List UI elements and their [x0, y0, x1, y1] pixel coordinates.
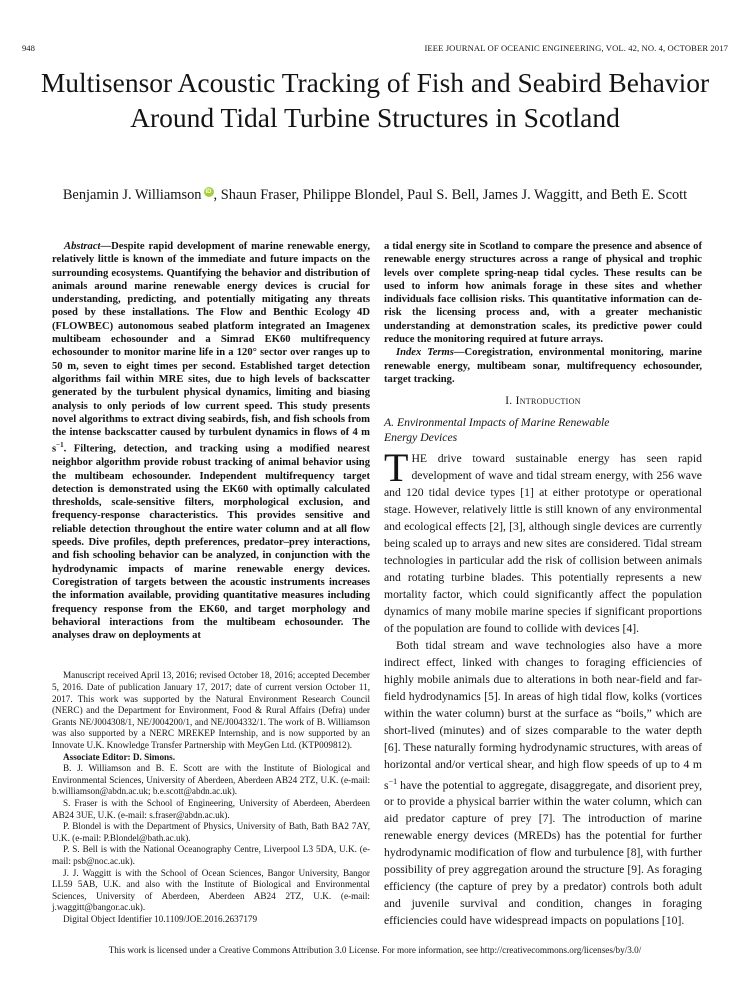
left-column	[52, 240, 370, 926]
footnote-manuscript: Manuscript received April 13, 2016; revised October 18, 2016; accepted December 5, 2016. Date of publication January 17, 2017; date of current version October 11, 2017. This work was supported by the Natural Environment Research Council (NERC) and the Department for Environment, Food & Rural Affairs (Defra) under Grants NE/J004308/1, NE/J004200/1, and NE/J004332/1. The work of B. Williamson was also supported by a NERC MREKEP Internship, and is now supported by an Innovate U.K. Knowledge Transfer Partnership with MeyGen Ltd. (KTP009812).	[52, 670, 370, 750]
intro-lead-word: HE	[411, 451, 428, 465]
abstract	[52, 240, 370, 642]
drop-cap: T	[384, 444, 409, 490]
license-notice: This work is licensed under a Creative Commons Attribution 3.0 License. For more information, see http://creativecommons.org/licenses/by/3.0/	[108, 945, 642, 955]
running-header	[22, 43, 728, 55]
index-terms	[384, 346, 702, 386]
abstract-text-1: Despite rapid development of marine renewable energy, relatively little is known of the immediate and future impacts on the surrounding ecosystems. Quantifying the behavior and distribution of animals around marine renewable energy devices is crucial for understanding, predicting, and potentially mitigating any threats posed by these installations. The Flow and Benthic Ecology 4D (FLOWBEC) autonomous seabed platform integrated an Imagenex multibeam echosounder and a Simrad EK60 multifrequency echosounder to monitor marine life in a 120° sector over ranges up to 50 m, seven to eight times per second. Established target detection algorithms fail within MRE sites, due to high levels of backscatter generated by the turbulent physical dynamics, limiting and biasing analysis to only periods of low current speed. This study presents novel algorithms to extract diving seabirds, fish, and fish schools from the intense backscatter caused by turbulent dynamics in flows of 4 m s	[52, 241, 370, 455]
intro-paragraph-2-text-a: Both tidal stream and wave technologies also have a more indirect effect, linked with changes to foraging efficiencies of highly mobile animals due to alterations in both near-field and far-field hydrodynamics [5]. In areas of high tidal flow, kolks (vortices within the water column) burst at the surface as “boils,” which are short-lived (minutes) and of sizes comparable to the water depth [6]. These naturally forming hydrodynamic structures, with areas of horizontal and/or vertical shear, and high flow speeds of up to 4 m s	[384, 638, 702, 792]
abstract-continued: a tidal energy site in Scotland to compare the presence and absence of renewable energy structures across a range of physical and trophic levels over complete spring-neap tidal cycles. These results can be used to inform how animals forage in these sites and whether individuals face collision risks. This quantitative information can de-risk the licensing process and, with a greater mechanistic understanding at demonstration scales, its predictive power could reduce the monitoring required at future arrays.	[384, 241, 702, 346]
abstract-text-2: . Filtering, detection, and tracking using a modified nearest neighbor algorithm provide robust tracking of animal behavior using the multibeam echosounder. Independent multifrequency target detection is demonstrated using the EK60 with optimally calculated thresholds, scale-sensitive filters, morphological exclusion, and frequency-response characteristics. This provides sensitive and reliable detection throughout the entire water column and at all flow speeds. Dive profiles, depth preferences, predator–prey interactions, and fish schooling behavior can be analyzed, in conjunction with the hydrodynamic impacts of marine renewable energy devices. Coregistration of targets between the acoustic instruments increases the information available, providing quantitative measures including frequency response from the EK60, and target morphology and behavioral interactions from the multibeam echosounder. The analyses draw on deployments at	[52, 443, 370, 642]
abstract-dash: —	[100, 241, 112, 252]
subsection-heading: A. Environmental Impacts of Marine Renewable Energy Devices	[384, 415, 610, 444]
author-list	[30, 186, 720, 204]
first-author: Benjamin J. Williamson	[62, 187, 202, 203]
footnote-williamson-scott: B. J. Williamson and B. E. Scott are with the Institute of Biological and Environmental Sciences, University of Aberdeen, Aberdeen AB24 2TZ, U.K. (e-mail: b.williamson@abdn.ac.uk; b.e.scott@abdn.ac.uk).	[52, 763, 370, 797]
footnote-waggitt: J. J. Waggitt is with the School of Ocean Sciences, Bangor University, Bangor LL59 5AB, U.K. and also with the Institute of Biological and Environmental Sciences, University of Aberdeen, Aberdeen AB24 2TZ, U.K. (e-mail: j.waggitt@bangor.ac.uk).	[52, 867, 370, 913]
intro-paragraph-2	[384, 637, 702, 930]
intro-superscript: −1	[388, 776, 398, 786]
other-authors: , Shaun Fraser, Philippe Blondel, Paul S. Bell, James J. Waggitt, and Beth E. Scott	[213, 187, 688, 203]
introduction-text	[384, 444, 702, 930]
index-terms-dash: —	[453, 347, 465, 359]
paper-title: Multisensor Acoustic Tracking of Fish and Seabird Behavior Around Tidal Turbine Structures in Scotland	[40, 67, 710, 133]
intro-paragraph-1	[384, 444, 702, 637]
intro-paragraph-1-text: drive toward sustainable energy has seen rapid development of wave and tidal stream energy, with 256 wave and 120 tidal device types [1] at either prototype or operational stage. However, relatively little is still known of any environmental and ecological effects [2], [3], although single devices are currently being scaled up to arrays and new sites are considered. Tidal stream technologies in particular add the risk of collision between animals and rotating turbine blades. This potentially represents a new mortality factor, which could significantly affect the population dynamics of many mobile marine species if significant proportions of the population are found to collide with devices [4].	[384, 451, 702, 635]
section-number: I.	[505, 395, 513, 408]
orcid-icon[interactable]: iD	[205, 189, 212, 195]
intro-paragraph-2-text-b: have the potential to aggregate, disaggregate, and disorient prey, or to provide a physical barrier within the water column, which can aid predator capture of prey [7]. The introduction of marine renewable energy devices (MREDs) has the potential for further hydrodynamic modification of flow and turbulence [8], with further possibility of prey aggregation around the structure [9]. As foraging efficiency (the capture of prey by a predator) controls both adult and juvenile survival and condition, changes in foraging efficiencies could have widespread impacts on populations [10].	[384, 778, 702, 928]
section-title: Introduction	[515, 395, 581, 408]
index-terms-text: Coregistration, environmental monitoring, marine renewable energy, multibeam sonar, multifrequency echosounder, target tracking.	[384, 347, 702, 385]
footnote-editor: Associate Editor: D. Simons.	[63, 751, 176, 762]
footnotes	[52, 670, 370, 925]
journal-citation: IEEE JOURNAL OF OCEANIC ENGINEERING, VOL. 42, NO. 4, OCTOBER 2017	[424, 43, 728, 53]
abstract-label: Abstract	[64, 241, 101, 252]
footnote-doi: Digital Object Identifier 10.1109/JOE.2016.2637179	[63, 913, 258, 924]
footnote-blondel: P. Blondel is with the Department of Physics, University of Bath, Bath BA2 7AY, U.K. (e-mail: P.Blondel@bath.ac.uk).	[52, 821, 370, 843]
footnote-fraser: S. Fraser is with the School of Engineering, University of Aberdeen, Aberdeen AB24 3UE, U.K. (e-mail: s.fraser@abdn.ac.uk).	[52, 797, 370, 820]
footnote-bell: P. S. Bell is with the National Oceanography Centre, Liverpool L3 5DA, U.K. (e-mail: psb@noc.ac.uk).	[52, 844, 370, 866]
section-heading	[384, 395, 702, 408]
index-terms-label: Index Terms	[396, 347, 454, 359]
abstract-superscript: −1	[56, 441, 64, 450]
right-column	[384, 240, 702, 929]
page-number: 948	[22, 43, 35, 53]
